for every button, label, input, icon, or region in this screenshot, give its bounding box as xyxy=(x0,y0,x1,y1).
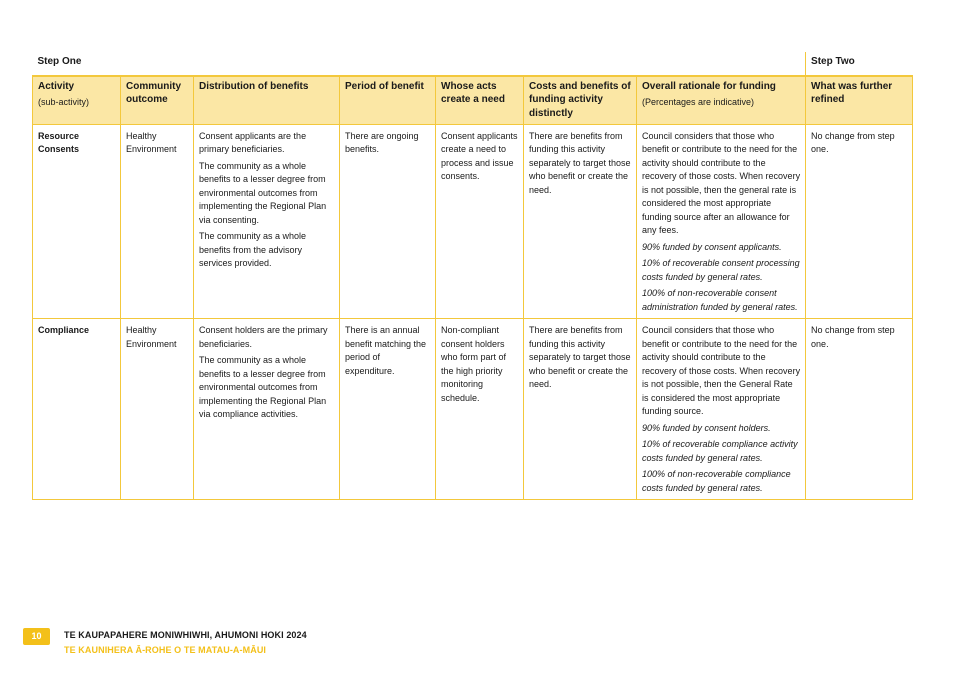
activity-cell: Resource Consents xyxy=(33,124,121,319)
rationale-note: 90% funded by consent holders. xyxy=(642,422,771,433)
header-rationale xyxy=(637,76,806,125)
rationale-note: 10% of recoverable compliance activity costs funded by general rates. xyxy=(642,439,798,463)
period-cell: There are ongoing benefits. xyxy=(340,124,436,319)
header-rationale-label: Overall rationale for funding xyxy=(642,80,776,92)
header-whose-acts: Whose acts create a need xyxy=(436,76,524,125)
rationale-cell xyxy=(637,319,806,500)
costs-cell: There are benefits from funding this activity separately to target those who benefit or create the need. xyxy=(524,319,637,500)
rationale-text: Council considers that those who benefit or contribute to the need for the activity should contribute to the recovery of those costs. When recovery is not possible, then the General Rate is considered the most appropriate funding source. xyxy=(642,325,801,416)
page-number-badge: 10 xyxy=(23,628,50,645)
header-costs-benefits: Costs and benefits of funding activity distinctly xyxy=(524,76,637,125)
whose-acts-cell: Consent applicants create a need to process and issue consents. xyxy=(436,124,524,319)
header-row xyxy=(33,76,913,125)
distribution-cell xyxy=(194,319,340,500)
step-one-label: Step One xyxy=(33,52,806,76)
distribution-cell xyxy=(194,124,340,319)
outcome-cell: Healthy Environment xyxy=(121,124,194,319)
rationale-note: 100% of non-recoverable compliance costs funded by general rates. xyxy=(642,469,791,493)
distribution-para: The community as a whole benefits to a lesser degree from environmental outcomes from implementing the Regional Plan via compliance activities. xyxy=(199,355,327,419)
refined-cell: No change from step one. xyxy=(806,319,913,500)
funding-analysis-table xyxy=(32,52,913,500)
step-row xyxy=(33,52,913,76)
distribution-para: Consent holders are the primary beneficiaries. xyxy=(199,325,328,349)
header-activity xyxy=(33,76,121,125)
period-cell: There is an annual benefit matching the period of expenditure. xyxy=(340,319,436,500)
refined-cell: No change from step one. xyxy=(806,124,913,319)
rationale-cell xyxy=(637,124,806,319)
outcome-cell: Healthy Environment xyxy=(121,319,194,500)
rationale-note: 100% of non-recoverable consent administration funded by general rates. xyxy=(642,288,798,312)
header-distribution: Distribution of benefits xyxy=(194,76,340,125)
activity-cell: Compliance xyxy=(33,319,121,500)
distribution-para: The community as a whole benefits to a lesser degree from environmental outcomes from implementing the Regional Plan via consenting. xyxy=(199,160,327,225)
header-community-outcome: Community outcome xyxy=(121,76,194,125)
header-activity-label: Activity xyxy=(38,80,75,92)
rationale-note: 90% funded by consent applicants. xyxy=(642,241,782,252)
step-two-label: Step Two xyxy=(806,52,913,76)
rationale-note: 10% of recoverable consent processing costs funded by general rates. xyxy=(642,258,800,282)
footer-title: TE KAUPAPAHERE MONIWHIWHI, AHUMONI HOKI 2024 xyxy=(64,630,307,640)
header-further-refined: What was further refined xyxy=(806,76,913,125)
header-activity-sub: (sub-activity) xyxy=(38,97,90,107)
rationale-text: Council considers that those who benefit or contribute to the need for the activity should contribute to the recovery of those costs. When recovery is not possible, then the general rate is considered the most appropriate funding source after an allowance for any fees. xyxy=(642,130,801,235)
distribution-para: Consent applicants are the primary beneficiaries. xyxy=(199,130,307,154)
table-row xyxy=(33,319,913,500)
header-period: Period of benefit xyxy=(340,76,436,125)
whose-acts-cell: Non-compliant consent holders who form part of the high priority monitoring schedule. xyxy=(436,319,524,500)
table-row xyxy=(33,124,913,319)
header-rationale-sub: (Percentages are indicative) xyxy=(642,97,755,107)
costs-cell: There are benefits from funding this activity separately to target those who benefit or create the need. xyxy=(524,124,637,319)
distribution-para: The community as a whole benefits from the advisory services provided. xyxy=(199,231,307,268)
footer-subtitle: TE KAUNIHERA Ā-ROHE O TE MATAU-A-MĀUI xyxy=(64,645,267,655)
